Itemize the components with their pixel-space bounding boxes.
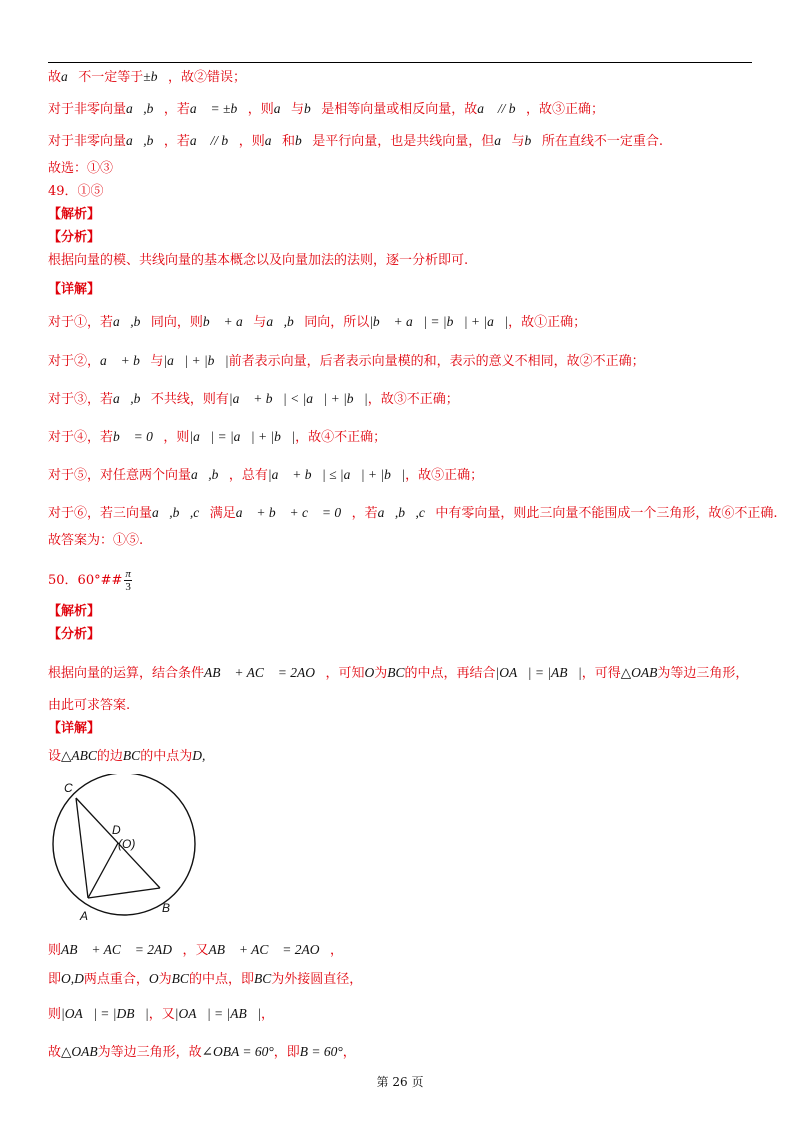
text-segment: ，故④不正确；	[295, 430, 387, 445]
text-segment: ，若	[163, 102, 190, 117]
text-segment: 是平行向量，也是共线向量，但	[312, 134, 495, 149]
text-segment: ，	[260, 1007, 274, 1022]
text-segment: ，若	[163, 134, 190, 149]
label-b: B	[162, 901, 171, 915]
math-expression: a⃗ + b⃗ + c⃗ = 0⃗	[235, 505, 352, 520]
math-expression: |a⃗ + b⃗| ≤ |a⃗| + |b⃗|	[267, 467, 406, 482]
math-expression: BC	[387, 665, 405, 680]
text-segment: ，故②错误；	[167, 70, 246, 85]
math-expression: O	[148, 971, 159, 986]
text-segment: 50．60°##	[48, 573, 123, 588]
text-segment: 由此可求答案.	[48, 698, 131, 713]
math-expression: a⃗	[61, 69, 79, 84]
text-segment: 的中点为	[140, 749, 193, 764]
text-segment: ，故⑤正确；	[405, 468, 484, 483]
text-segment: 不共线，则有	[150, 392, 229, 407]
text-segment: 与	[511, 134, 525, 149]
text-segment: 是相等向量或相反向量，故	[321, 102, 478, 117]
text-line	[48, 229, 100, 247]
math-expression: a⃗,b⃗	[266, 314, 305, 329]
math-expression: a⃗,b⃗	[113, 391, 151, 406]
text-segment: ，故③正确；	[526, 102, 605, 117]
math-expression: a⃗,b⃗,c⃗	[377, 505, 436, 520]
text-segment: 的中点，再结合	[404, 666, 496, 681]
text-segment: ，若	[351, 506, 378, 521]
text-line	[48, 941, 343, 960]
math-expression: a⃗ // b⃗	[477, 101, 527, 116]
header-rule	[48, 62, 752, 63]
math-expression: a⃗,b⃗	[126, 101, 164, 116]
math-expression: b⃗	[524, 133, 542, 148]
side-ab	[88, 888, 160, 898]
text-segment: 对于②，	[48, 354, 101, 369]
label-o: (O)	[118, 837, 136, 851]
text-segment: 同向，则	[150, 315, 203, 330]
text-segment: 根据向量的运算，结合条件	[48, 666, 205, 681]
text-line	[48, 466, 483, 485]
text-segment: 和	[281, 134, 295, 149]
text-segment: 为等边三角形，	[657, 666, 749, 681]
text-segment: ，又	[182, 943, 209, 958]
text-line	[48, 132, 663, 151]
text-segment: 为外接圆直径，	[271, 972, 363, 987]
circle-diagram-svg	[46, 774, 206, 934]
text-segment: 中有零向量，则此三向量不能围成一个三角形，故⑥不正确.	[435, 506, 778, 521]
text-line	[48, 504, 778, 523]
text-line	[48, 603, 100, 621]
text-segment: 故	[48, 1045, 62, 1060]
label-d: D	[112, 823, 121, 837]
math-expression: BC	[171, 971, 189, 986]
text-line	[48, 747, 205, 766]
text-segment: ，即	[273, 1045, 300, 1060]
math-expression: b⃗	[304, 101, 322, 116]
text-segment: 对于①，若	[48, 315, 114, 330]
text-line	[48, 970, 362, 989]
text-segment: 与	[290, 102, 304, 117]
text-segment: 与	[253, 315, 267, 330]
math-expression: a⃗,b⃗	[126, 133, 164, 148]
math-expression: BC	[122, 748, 141, 763]
text-segment: ，可知	[325, 666, 365, 681]
text-segment: 的中点，即	[188, 972, 254, 987]
text-line	[48, 352, 645, 371]
math-expression: |a⃗ + b⃗| < |a⃗| + |b⃗|	[228, 391, 368, 406]
math-expression: a⃗ + b⃗	[100, 353, 151, 368]
circle-diagram	[46, 774, 206, 934]
text-segment: ，故③不正确；	[367, 392, 459, 407]
text-segment: 对于⑤，对任意两个向量	[48, 468, 192, 483]
fraction-numerator: π	[125, 568, 131, 580]
text-segment: 则	[48, 943, 62, 958]
text-segment: 对于非零向量	[48, 102, 127, 117]
text-segment: ，总有	[228, 468, 268, 483]
text-segment: 前者表示向量，后者表示向量模的和，表示的意义不相同，故②不正确；	[228, 354, 645, 369]
text-line	[48, 206, 100, 224]
text-segment: ，故①正确；	[508, 315, 587, 330]
math-expression: a⃗,b⃗	[191, 467, 229, 482]
text-line	[48, 68, 246, 87]
text-segment: ，可得	[581, 666, 621, 681]
math-expression: D,	[192, 748, 206, 763]
label-c: C	[64, 781, 73, 795]
side-ca	[76, 798, 88, 898]
text-line	[48, 720, 100, 738]
text-segment: 故选：①③	[48, 161, 114, 176]
text-line	[48, 568, 132, 593]
text-segment: 为	[374, 666, 388, 681]
text-line	[48, 160, 113, 178]
text-line	[48, 100, 604, 119]
math-expression: |a⃗| = |a⃗| + |b⃗|	[189, 429, 296, 444]
text-line	[48, 428, 386, 447]
text-segment: 故答案为：①⑤.	[48, 533, 144, 548]
text-segment: 设	[48, 749, 62, 764]
math-expression: △OAB	[61, 1044, 98, 1059]
text-segment: 【分析】	[48, 230, 101, 245]
text-line	[48, 664, 748, 683]
text-segment: 49．①⑤	[48, 184, 104, 199]
text-segment: 根据向量的模、共线向量的基本概念以及向量加法的法则，逐一分析即可.	[48, 253, 469, 268]
text-segment: 与	[150, 354, 164, 369]
text-segment: 【解析】	[48, 604, 101, 619]
math-expression: b⃗ + a⃗	[202, 314, 254, 329]
math-expression: a⃗,b⃗,c⃗	[152, 505, 210, 520]
text-segment: 满足	[209, 506, 236, 521]
text-segment: 对于⑥，若三向量	[48, 506, 153, 521]
text-segment: ，则	[238, 134, 265, 149]
text-line	[48, 313, 586, 332]
text-segment: 【分析】	[48, 627, 101, 642]
text-line	[48, 626, 100, 644]
text-segment: 【详解】	[48, 721, 101, 736]
math-expression: b⃗	[294, 133, 313, 148]
median-ad	[88, 843, 118, 898]
text-segment: ，则	[163, 430, 190, 445]
math-expression: a⃗,b⃗	[113, 314, 151, 329]
math-expression: ∠OBA = 60°	[201, 1044, 274, 1059]
text-segment: ，则	[247, 102, 274, 117]
text-segment: 同向，所以	[304, 315, 370, 330]
math-expression: O	[364, 665, 375, 680]
text-segment: 【解析】	[48, 207, 101, 222]
math-expression: |b⃗ + a⃗| = |b⃗| + |a⃗|	[369, 314, 509, 329]
math-expression: AB⃗ + AC⃗ = 2AD⃗	[61, 942, 183, 957]
fraction	[124, 568, 132, 593]
text-line	[48, 1043, 356, 1062]
text-line	[48, 390, 459, 409]
math-expression: △ABC	[61, 748, 97, 763]
math-expression: △OAB	[620, 665, 658, 680]
math-expression: |OA⃗| = |AB⃗|	[174, 1006, 261, 1021]
math-expression: BC	[253, 971, 272, 986]
math-expression: O,D	[61, 971, 84, 986]
math-expression: b⃗ = 0⃗	[113, 429, 164, 444]
text-segment: 则	[48, 1007, 62, 1022]
math-expression: AB⃗ + AC⃗ = 2AO⃗	[204, 665, 326, 680]
text-segment: 对于③，若	[48, 392, 114, 407]
math-expression: |OA⃗| = |AB⃗|	[495, 665, 582, 680]
text-segment: 对于非零向量	[48, 134, 127, 149]
text-segment: ，	[329, 943, 343, 958]
math-expression: AB⃗ + AC⃗ = 2AO⃗	[208, 942, 330, 957]
text-segment: 【详解】	[48, 282, 101, 297]
math-expression: a⃗	[273, 101, 291, 116]
text-segment: 不一定等于	[78, 70, 144, 85]
text-segment: 的边	[96, 749, 123, 764]
text-line	[48, 183, 104, 201]
text-segment: 为	[158, 972, 172, 987]
text-segment: 两点重合，	[83, 972, 149, 987]
text-line	[48, 697, 130, 715]
text-segment: ，又	[148, 1007, 175, 1022]
math-expression: |OA⃗| = |DB⃗|	[61, 1006, 149, 1021]
math-expression: a⃗ = ±b⃗	[189, 101, 248, 116]
math-expression: a⃗	[264, 133, 282, 148]
math-expression: a⃗	[494, 133, 512, 148]
text-line	[48, 1005, 274, 1024]
text-line	[48, 281, 100, 299]
text-line	[48, 252, 468, 270]
math-expression: a⃗ // b⃗	[189, 133, 239, 148]
math-expression: ±b⃗	[143, 69, 168, 84]
text-segment: 所在直线不一定重合.	[541, 134, 663, 149]
math-expression: |a⃗| + |b⃗|	[163, 353, 229, 368]
text-segment: 对于④，若	[48, 430, 114, 445]
text-line	[48, 532, 143, 550]
page-number: 第 26 页	[376, 1075, 424, 1089]
text-segment: 即	[48, 972, 62, 987]
label-a: A	[80, 909, 89, 923]
fraction-denominator: 3	[125, 581, 131, 593]
text-segment: 为等边三角形，故	[97, 1045, 202, 1060]
text-segment: ，	[342, 1045, 356, 1060]
math-expression: B = 60°	[299, 1044, 343, 1059]
text-segment: 故	[48, 70, 62, 85]
